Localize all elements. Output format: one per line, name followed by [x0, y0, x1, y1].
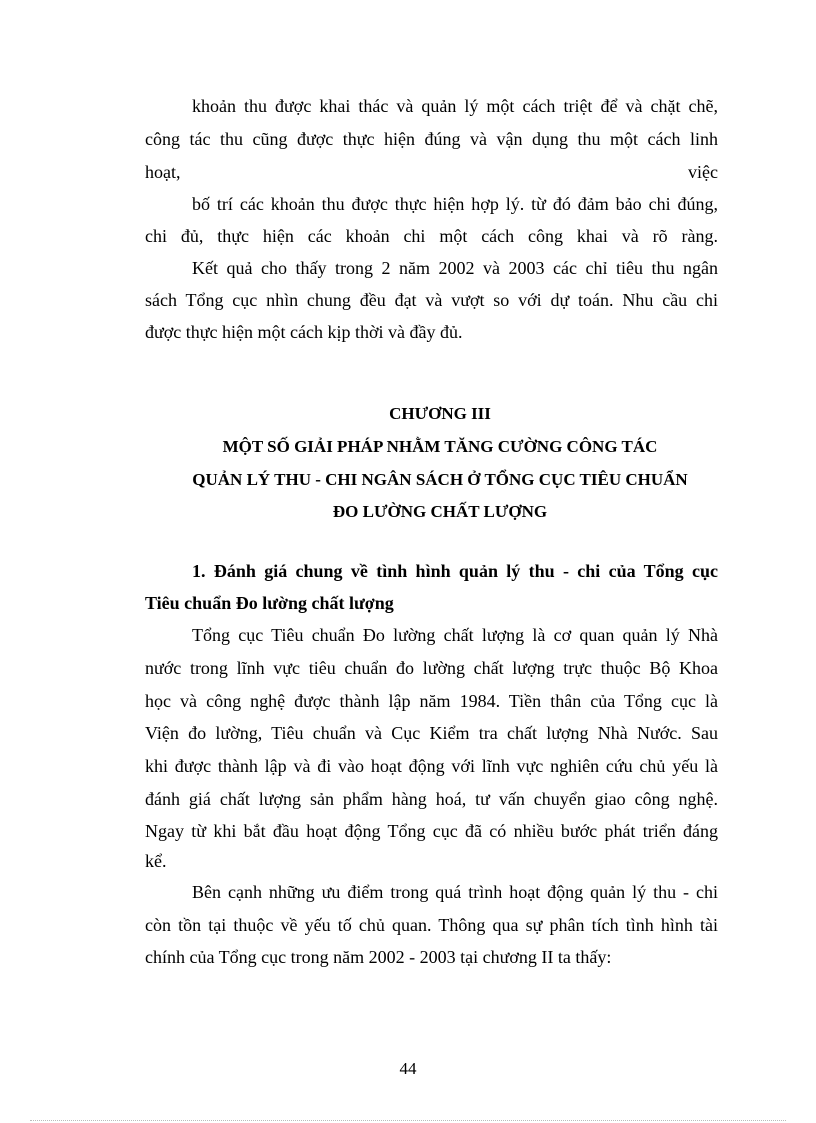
- body-line: kể.: [145, 851, 167, 871]
- chapter-number: CHƯƠNG III: [389, 404, 491, 423]
- body-line: được thực hiện một cách kịp thời và đầy đủ.: [145, 322, 463, 342]
- body-line: sách Tổng cục nhìn chung đều đạt và vượt so với dự toán. Nhu cầu chi: [145, 290, 718, 310]
- chapter-title-line: QUẢN LÝ THU - CHI NGÂN SÁCH Ở TỔNG CỤC TIÊU CHUẨN: [192, 470, 688, 489]
- body-line: nước trong lĩnh vực tiêu chuẩn đo lường chất lượng trực thuộc Bộ Khoa: [145, 658, 718, 678]
- body-line-left: hoạt,: [145, 162, 181, 182]
- body-line: học và công nghệ được thành lập năm 1984. Tiền thân của Tổng cục là: [145, 691, 718, 711]
- chapter-title-line: MỘT SỐ GIẢI PHÁP NHẰM TĂNG CƯỜNG CÔNG TÁC: [222, 437, 658, 456]
- body-line-right: việc: [688, 162, 718, 182]
- body-line: Tổng cục Tiêu chuẩn Đo lường chất lượng là cơ quan quản lý Nhà: [192, 625, 718, 645]
- chapter-title-line: ĐO LƯỜNG CHẤT LƯỢNG: [332, 502, 548, 521]
- body-line: Viện đo lường, Tiêu chuẩn và Cục Kiểm tra chất lượng Nhà Nước. Sau: [145, 723, 718, 743]
- page-bottom-divider: [30, 1120, 786, 1121]
- section-heading-line: Tiêu chuẩn Đo lường chất lượng: [145, 593, 394, 613]
- body-line: Kết quả cho thấy trong 2 năm 2002 và 2003 các chỉ tiêu thu ngân: [192, 258, 718, 278]
- body-line: khoản thu được khai thác và quản lý một cách triệt để và chặt chẽ,: [192, 96, 718, 116]
- body-line: Bên cạnh những ưu điểm trong quá trình hoạt động quản lý thu - chi: [192, 882, 718, 902]
- body-line: công tác thu cũng được thực hiện đúng và vận dụng thu một cách linh: [145, 129, 718, 149]
- page-number: 44: [399, 1059, 417, 1078]
- body-line: đánh giá chất lượng sản phẩm hàng hoá, tư vấn chuyển giao công nghệ.: [145, 789, 718, 809]
- section-heading-line: 1. Đánh giá chung về tình hình quản lý thu - chi của Tổng cục: [192, 561, 718, 581]
- body-line: chi đủ, thực hiện các khoản chi một cách công khai và rõ ràng.: [145, 226, 718, 246]
- body-line: bố trí các khoản thu được thực hiện hợp lý. từ đó đảm bảo chi đúng,: [192, 194, 718, 214]
- body-line: chính của Tổng cục trong năm 2002 - 2003 tại chương II ta thấy:: [145, 947, 612, 967]
- body-line: còn tồn tại thuộc về yếu tố chủ quan. Thông qua sự phân tích tình hình tài: [145, 915, 718, 935]
- body-line: khi được thành lập và đi vào hoạt động với lĩnh vực nghiên cứu chủ yếu là: [145, 756, 718, 776]
- body-line: Ngay từ khi bắt đầu hoạt động Tổng cục đã có nhiều bước phát triển đáng: [145, 821, 718, 841]
